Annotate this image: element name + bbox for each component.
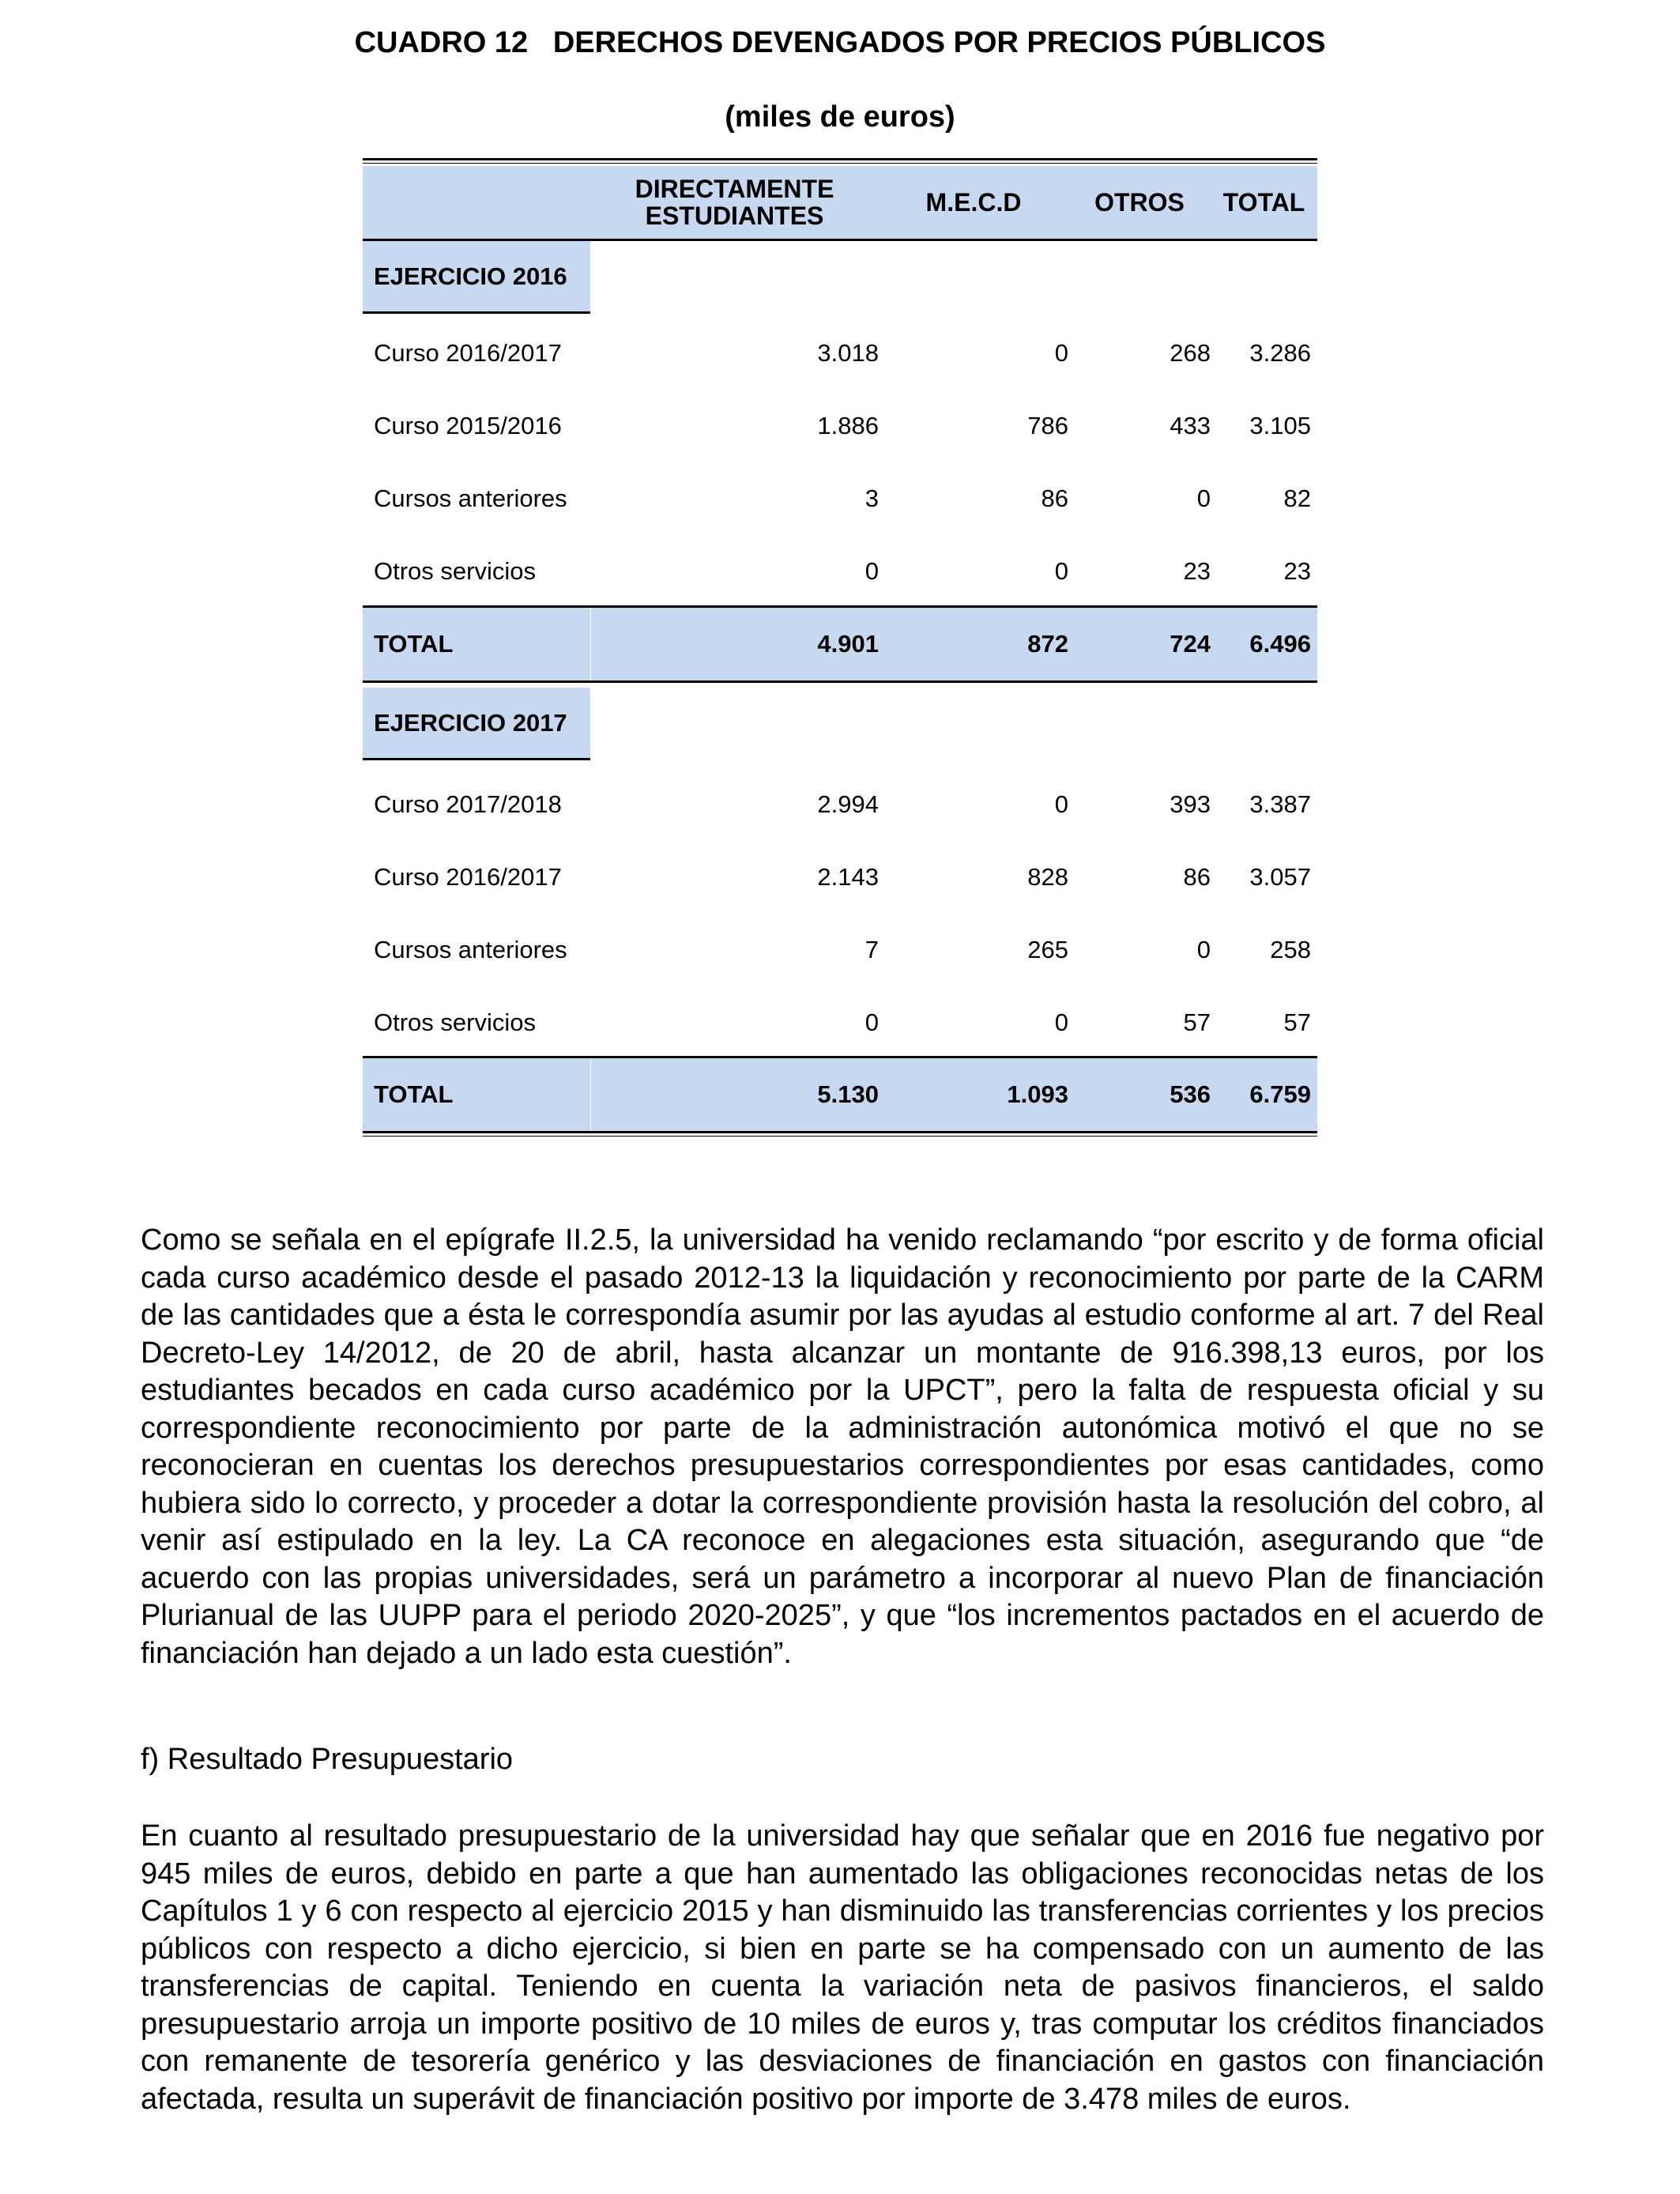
cell-value: 433 [1170,412,1211,439]
cell-value: 0 [1054,557,1068,585]
total-label: TOTAL [374,1080,454,1108]
cell-value: 57 [1183,1008,1211,1036]
table-row [363,330,1317,377]
cell-value: 0 [1054,339,1068,367]
table-row [363,475,1317,522]
cell-value: 0 [1196,936,1211,963]
table-title: CUADRO 12 DERECHOS DEVENGADOS POR PRECIOS PÚBLICOS [354,26,1326,59]
header-total: TOTAL [1222,188,1305,217]
cell-value: 786 [1027,412,1068,439]
table-row [363,548,1317,595]
total-row-2017 [363,1058,1317,1131]
cell-value: 3.286 [1249,339,1311,367]
cell-value: 265 [1027,936,1068,963]
cell-value: 258 [1270,936,1311,963]
table-bottom-rule [363,1131,1317,1137]
table-row [363,999,1317,1046]
row-label: Curso 2017/2018 [374,790,562,818]
cell-value: 3.105 [1249,412,1311,439]
row-label: Curso 2015/2016 [374,412,562,439]
table-header-row [363,166,1317,239]
cell-value: 86 [1183,863,1211,891]
row-label: Cursos anteriores [374,484,567,512]
total-bottom-rule [363,680,1317,683]
row-label: Cursos anteriores [374,936,567,963]
cell-value: 3.387 [1249,790,1311,818]
paragraph-resultado-presupuestario: En cuanto al resultado presupuestario de la universidad hay que señalar que en 2016 fue negativo por 945 miles de euros, debido en parte a que han aumentado las obligaciones reconocidas netas de los Capítulos 1 y 6 con respecto al ejercicio 2015 y han disminuido las transferencias corrientes y los precios públicos con respecto a dicho ejercicio, si bien en parte se ha compensado con un aumento de las transferencias de capital. Teniendo en cuenta la variación neta de pasivos financieros, el saldo presupuestario arroja un importe positivo de 10 miles de euros y, tras computar los créditos financiados con remanente de tesorería genérico y las desviaciones de financiación en gastos con financiación afectada, resulta un superávit de financiación positivo por importe de 3.478 miles de euros. [141,1819,1544,2116]
cell-value: 828 [1027,863,1068,891]
table-row [363,926,1317,974]
total-row-2016 [363,608,1317,680]
section-heading-resultado-presupuestario: f) Resultado Presupuestario [141,1743,514,1776]
total-value: 536 [1170,1080,1211,1108]
table-subtitle: (miles de euros) [725,100,955,134]
row-label: Curso 2016/2017 [374,339,562,367]
cell-value: 0 [1196,484,1211,512]
row-label: Otros servicios [374,557,536,585]
header-directamente-estudiantes: DIRECTAMENTE ESTUDIANTES [635,175,834,230]
cell-value: 57 [1283,1008,1311,1036]
cell-value: 268 [1170,339,1211,367]
cell-value: 0 [864,557,879,585]
total-label: TOTAL [374,630,454,658]
cell-value: 3.057 [1249,863,1311,891]
cell-value: 3.018 [817,339,879,367]
total-value: 724 [1170,630,1211,658]
cell-value: 1.886 [817,412,879,439]
table-row [363,781,1317,828]
total-value: 6.496 [1249,630,1311,658]
table-top-rule [363,158,1317,164]
cell-value: 23 [1183,557,1211,585]
cell-value: 0 [864,1008,879,1036]
total-value: 872 [1027,630,1068,658]
cell-value: 0 [1054,1008,1068,1036]
cell-value: 82 [1283,484,1311,512]
cell-value: 23 [1283,557,1311,585]
cell-value: 393 [1170,790,1211,818]
header-otros: OTROS [1094,188,1185,217]
total-value: 1.093 [1007,1080,1068,1108]
paragraph-reclamacion-carm: Como se señala en el epígrafe II.2.5, la universidad ha venido reclamando “por escrito y de forma oficial cada curso académico desde el pasado 2012-13 la liquidación y reconocimiento por parte de la CARM de las cantidades que a ésta le correspondía asumir por las ayudas al estudio conforme al art. 7 del Real Decreto-Ley 14/2012, de 20 de abril, hasta alcanzar un montante de 916.398,13 euros, por los estudiantes becados en cada curso académico por la UPCT”, pero la falta de respuesta oficial y su correspondiente reconocimiento por parte de la administración autonómica motivó el que no se reconocieran en cuentas los derechos presupuestarios correspondientes por esas cantidades, como hubiera sido lo correcto, y proceder a dotar la correspondiente provisión hasta la resolución del cobro, al venir así estipulado en la ley. La CA reconoce en alegaciones esta situación, asegurando que “de acuerdo con las propias universidades, será un parámetro a incorporar al nuevo Plan de financiación Plurianual de las UUPP para el periodo 2020-2025”, y que “los incrementos pactados en el acuerdo de financiación han dejado a un lado esta cuestión”. [141,1223,1544,1670]
cell-value: 3 [864,484,879,512]
cell-value: 7 [864,936,879,963]
cell-value: 2.994 [817,790,879,818]
table-row [363,854,1317,901]
row-label: Curso 2016/2017 [374,863,562,891]
section-label-2016: EJERCICIO 2016 [363,241,590,314]
section-label-2017: EJERCICIO 2017 [363,688,590,760]
total-value: 6.759 [1249,1080,1311,1108]
row-label: Otros servicios [374,1008,536,1036]
table-row [363,402,1317,450]
cell-value: 0 [1054,790,1068,818]
total-value: 5.130 [817,1080,879,1108]
total-value: 4.901 [817,630,879,658]
header-mecd: M.E.C.D [925,188,1022,217]
cell-value: 86 [1041,484,1068,512]
cell-value: 2.143 [817,863,879,891]
